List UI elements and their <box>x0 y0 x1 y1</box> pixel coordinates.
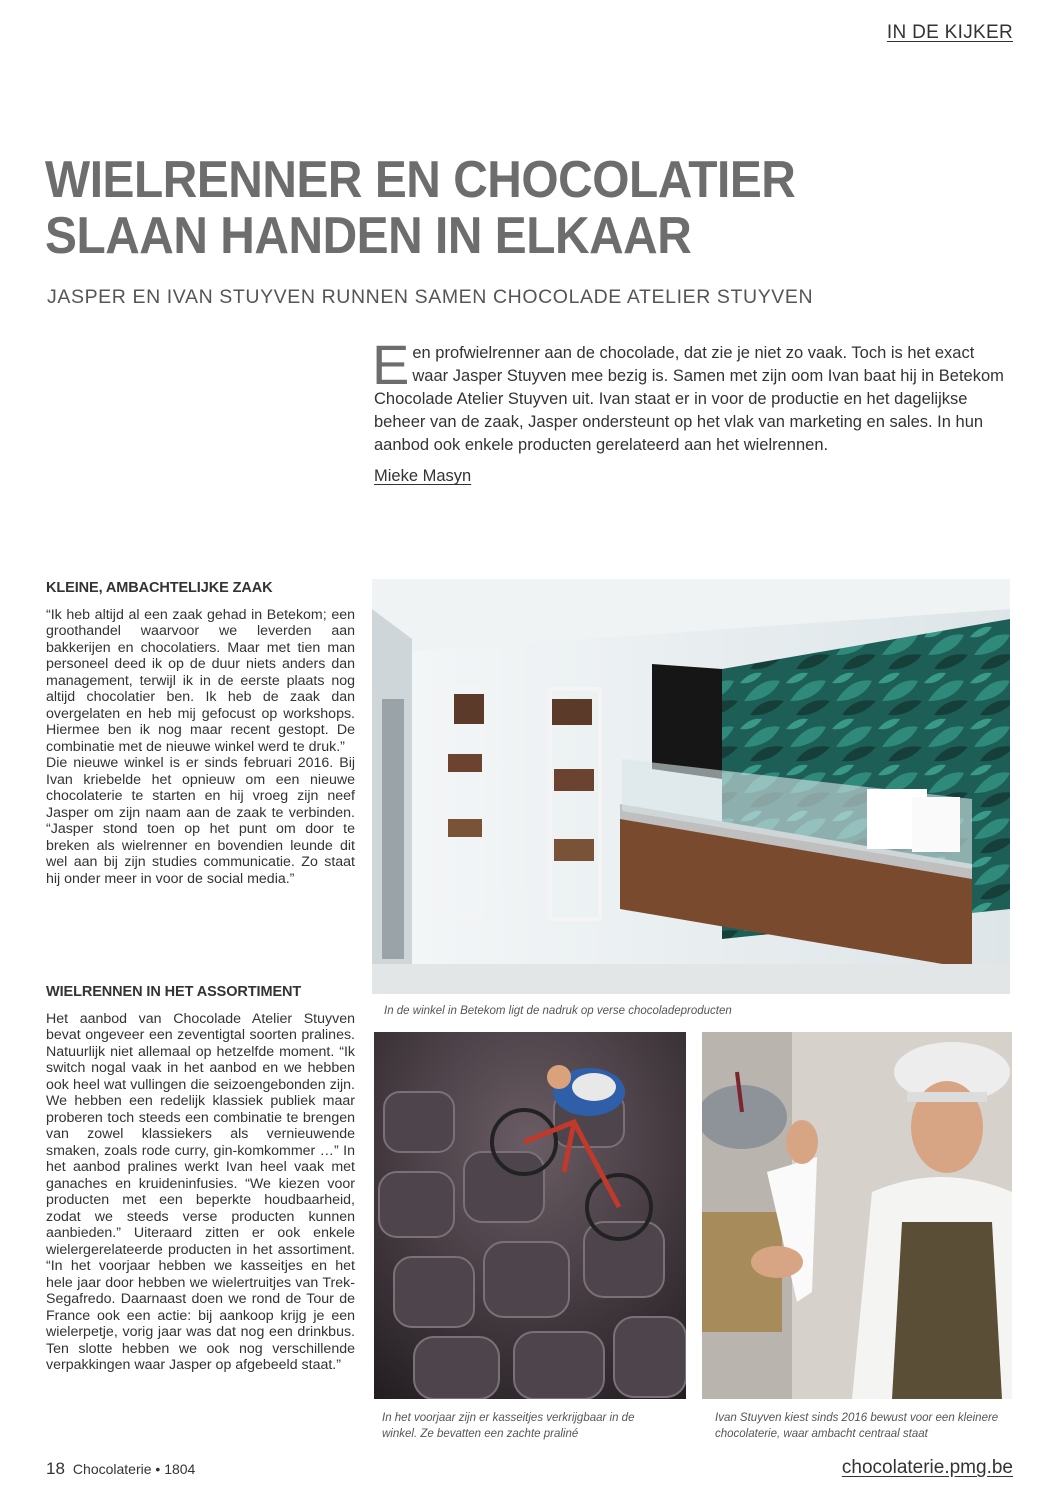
website-link[interactable]: chocolaterie.pmg.be <box>841 1457 1013 1478</box>
chocolatier-photo-caption: Ivan Stuyven kiest sinds 2016 bewust voor een kleinere chocolaterie, waar ambacht centraal staat <box>715 1412 999 1440</box>
section-heading: KLEINE, AMBACHTELIJKE ZAAK <box>46 580 273 596</box>
shop-photo-caption: In de winkel in Betekom ligt de nadruk op verse chocoladeproducten <box>384 1005 732 1017</box>
body-paragraph: Het aanbod van Chocolade Atelier Stuyven bevat ongeveer een zeventigtal soorten pralines. Natuurlijk niet allemaal op hetzelfde moment. “Ik switch nogal vaak in het aanbod en we hebben ook heel wat vullingen die seizoengebonden zijn. We hebben een redelijk klassiek publiek maar proberen toch steeds een combinatie te brengen van zowel klassiekers als vernieuwende smaken, zoals rode curry, gin-komkommer …” In het aanbod pralines werkt Ivan heel vaak met ganaches en kruideninfusies. “We kiezen voor producten met een beperkte houdbaarheid, zodat we steeds verse producten kunnen aanbieden.” Uiteraard zitten er ook enkele wielergerelateerde producten in het assortiment. “In het voorjaar hebben we kasseitjes en het hele jaar door hebben we wielertruitjes van Trek-Segafredo. Daarnaast doen we rond de Tour de France ook een actie: bij aankoop krijg je een wielerpetje, vorig jaar was dat nog een drinkbus. Ten slotte hebben we ook nog verschillende verpakkingen waar Jasper op afgebeeld staat.” <box>46 1010 355 1373</box>
body-paragraph: “Ik heb altijd al een zaak gehad in Betekom; een groothandel waarvoor we leverden aan bakkerijen en chocolatiers. Maar met tien man personeel deed ik op de duur niets anders dan management, terwijl ik in de eerste plaats nog altijd chocolatier ben. Ik heb de zaak dan overgelaten en heb mij gefocust op workshops. Hiermee ben ik nog maar recent gestopt. De combinatie met de nieuwe winkel werd te druk.” <box>46 606 355 755</box>
publication-issue: Chocolaterie • 1804 <box>72 1461 196 1477</box>
footer-publication <box>46 1459 195 1479</box>
section-heading: WIELRENNEN IN HET ASSORTIMENT <box>46 984 302 1000</box>
shop-interior-photo <box>372 579 1010 994</box>
author-byline[interactable]: Mieke Masyn <box>374 467 472 485</box>
article-intro <box>372 333 1014 457</box>
article-title <box>45 152 873 264</box>
intro-dropcap: E <box>372 333 410 396</box>
chocolatier-photo <box>702 1032 1012 1399</box>
section-cycling-assortment <box>46 984 355 1374</box>
article-title-line-1: WIELRENNER EN CHOCOLATIER <box>45 151 796 209</box>
section-small-craft-shop <box>46 580 355 887</box>
intro-text: en profwielrenner aan de chocolade, dat zie je niet zo vaak. Toch is het exact waar Jasper Stuyven mee bezig is. Samen met zijn oom Ivan baat hij in Betekom Chocolade Atelier Stuyven uit. Ivan staat er in voor de productie en het dagelijkse beheer van de zaak, Jasper ondersteunt op het vlak van marketing en sales. In hun aanbod ook enkele producten gerelateerd aan het wielrennen. <box>374 344 1004 454</box>
article-title-line-2: SLAAN HANDEN IN ELKAAR <box>45 207 692 265</box>
page-number: 18 <box>46 1459 65 1478</box>
section-tag[interactable]: IN DE KIJKER <box>886 22 1013 43</box>
article-subtitle: JASPER EN IVAN STUYVEN RUNNEN SAMEN CHOCOLADE ATELIER STUYVEN <box>47 286 814 308</box>
body-paragraph: Die nieuwe winkel is er sinds februari 2016. Bij Ivan kriebelde het opnieuw om een nieuwe chocolaterie te starten en hij vroeg zijn neef Jasper om zijn naam aan de zaak te verbinden. “Jasper stond toen op het punt om door te breken als wielrenner en bovendien leunde dit wel aan bij zijn studies communicatie. Zo staat hij onder meer in voor de social media.” <box>46 755 355 887</box>
pralines-cyclist-photo <box>374 1032 686 1399</box>
pralines-photo-caption: In het voorjaar zijn er kasseitjes verkrijgbaar in de winkel. Ze bevatten een zachte praliné <box>382 1412 635 1440</box>
